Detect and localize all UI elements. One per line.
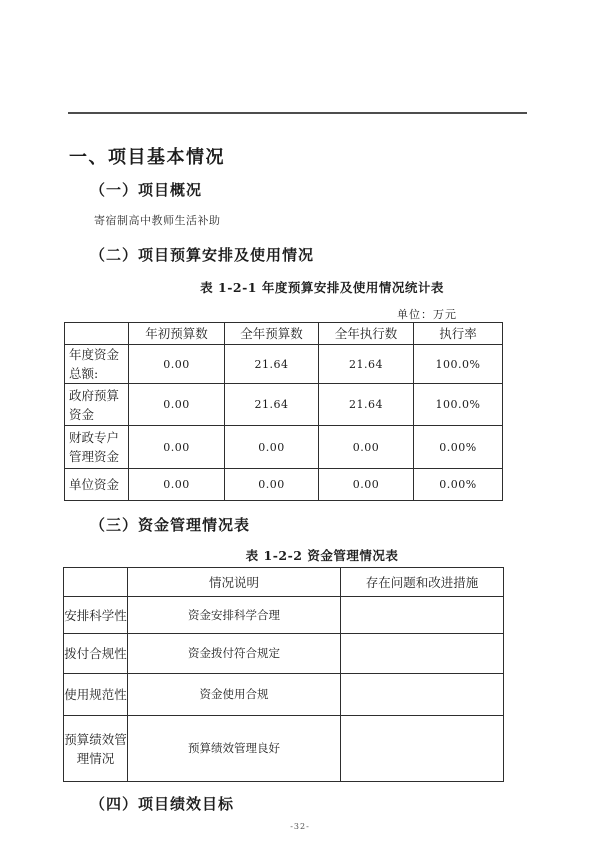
main-heading: 一、项目基本情况 [69, 147, 225, 168]
row-label: 财政专户管理资金 [65, 426, 129, 469]
issues-cell [341, 597, 504, 634]
cell-value: 21.64 [225, 384, 319, 426]
row-label: 拨付合规性 [64, 634, 128, 674]
row-label: 预算绩效管理情况 [64, 716, 128, 782]
section-heading-management: （三）资金管理情况表 [90, 516, 251, 534]
table-row [65, 469, 503, 501]
row-label: 安排科学性 [64, 597, 128, 634]
cell-value: 0.00 [225, 469, 319, 501]
section-heading-overview: （一）项目概况 [90, 181, 203, 199]
cell-value: 0.00 [319, 469, 414, 501]
project-overview-text: 寄宿制高中教师生活补助 [94, 214, 221, 227]
issues-cell [341, 716, 504, 782]
budget-header-empty [65, 323, 129, 345]
unit-label: 单位：万元 [397, 308, 457, 321]
cell-value: 0.00 [129, 384, 225, 426]
table-row [64, 597, 504, 634]
section-heading-goals: （四）项目绩效目标 [90, 795, 235, 813]
row-label: 单位资金 [65, 469, 129, 501]
management-table-header-row [64, 568, 504, 597]
table-row [65, 426, 503, 469]
cell-value: 0.00% [414, 469, 503, 501]
cell-value: 0.00% [414, 426, 503, 469]
management-table [63, 567, 504, 782]
cell-value: 0.00 [129, 469, 225, 501]
budget-header-executed: 全年执行数 [319, 323, 414, 345]
cell-value: 0.00 [129, 345, 225, 384]
management-header-issues: 存在问题和改进措施 [341, 568, 504, 597]
cell-value: 100.0% [414, 345, 503, 384]
management-table-caption: 表 1-2-2 资金管理情况表 [245, 548, 399, 563]
row-label: 使用规范性 [64, 674, 128, 716]
section-heading-budget: （二）项目预算安排及使用情况 [90, 246, 315, 264]
budget-table-caption: 表 1-2-1 年度预算安排及使用情况统计表 [200, 280, 444, 295]
budget-table [64, 322, 503, 501]
explanation-cell: 资金拨付符合规定 [128, 634, 341, 674]
management-header-explanation: 情况说明 [128, 568, 341, 597]
issues-cell [341, 634, 504, 674]
page-number: -32- [290, 822, 310, 831]
budget-header-initial: 年初预算数 [129, 323, 225, 345]
table-row [65, 345, 503, 384]
table-row [64, 716, 504, 782]
budget-table-header-row [65, 323, 503, 345]
table-row [64, 674, 504, 716]
issues-cell [341, 674, 504, 716]
budget-header-rate: 执行率 [414, 323, 503, 345]
row-label: 政府预算资金 [65, 384, 129, 426]
row-label: 年度资金总额: [65, 345, 129, 384]
budget-header-annual-budget: 全年预算数 [225, 323, 319, 345]
explanation-cell: 资金使用合规 [128, 674, 341, 716]
explanation-cell: 资金安排科学合理 [128, 597, 341, 634]
cell-value: 0.00 [129, 426, 225, 469]
table-row [64, 634, 504, 674]
header-rule [68, 112, 527, 114]
cell-value: 0.00 [319, 426, 414, 469]
cell-value: 21.64 [225, 345, 319, 384]
cell-value: 0.00 [225, 426, 319, 469]
cell-value: 21.64 [319, 345, 414, 384]
table-row [65, 384, 503, 426]
cell-value: 21.64 [319, 384, 414, 426]
cell-value: 100.0% [414, 384, 503, 426]
management-header-empty [64, 568, 128, 597]
explanation-cell: 预算绩效管理良好 [128, 716, 341, 782]
